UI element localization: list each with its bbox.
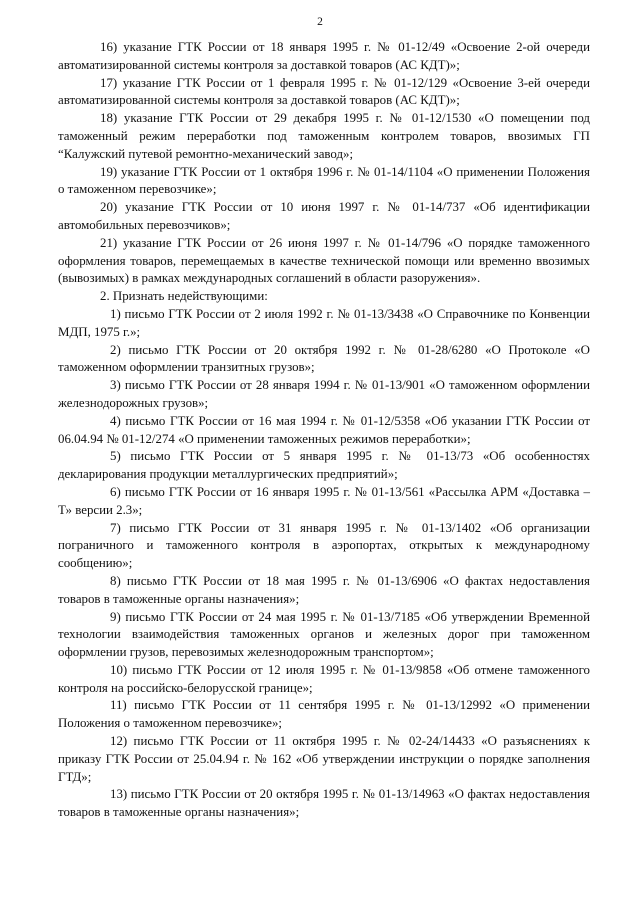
list-item-text: указание ГТК России от 29 декабря 1995 г. № 01-12/1530 «О помещении под таможенный режим переработки под таможенным контролем товаров, ввозимых ГП “Калужский путевой ремонтно-механический завод»; [58,111,590,161]
list-item-number: 1) [110,306,121,321]
invalidated-letters-list [58,306,590,822]
annulled-instructions-list [58,39,590,288]
list-item-text: письмо ГТК России от 5 января 1995 г. № 01-13/73 «Об особенностях декларирования продукции металлургических предприятий»; [58,449,590,482]
list-item-number: 6) [110,484,121,499]
list-item-text: письмо ГТК России от 11 октября 1995 г. № 02-24/14433 «О разъяснениях к приказу ГТК России от 25.04.94 г. № 162 «Об утверждении инструкции о порядке заполнения ГТД»; [58,734,590,784]
list-item-number: 5) [110,449,121,464]
list-item-number: 8) [110,573,121,588]
list-item-number: 17) [100,75,118,90]
list-item-text: письмо ГТК России от 2 июля 1992 г. № 01-13/3438 «О Справочнике по Конвенции МДП, 1975 г.»; [58,306,591,339]
list-item [58,484,590,520]
list-item [58,609,590,662]
list-item-number: 10) [110,662,128,677]
list-item-number: 21) [100,235,118,250]
list-item-text: указание ГТК России от 1 октября 1996 г. № 01-14/1104 «О применении Положения о таможенном перевозчике»; [58,164,590,197]
list-item [58,448,590,484]
page-number: 2 [317,16,323,28]
list-item-text: письмо ГТК России от 20 октября 1992 г. № 01-28/6280 «О Протоколе «О таможенном оформлении транзитных грузов»; [58,342,590,375]
list-item-text: письмо ГТК России от 18 мая 1995 г. № 01-13/6906 «О фактах недоставления товаров в таможенные органы назначения»; [58,573,590,606]
list-item-number: 11) [110,698,127,713]
list-item-text: указание ГТК России от 26 июня 1997 г. № 01-14/796 «О порядке таможенного оформления товаров, перемещаемых в качестве технической помощи или временно ввозимых (вывозимых) в рамках международных соглашений в области разоружения». [58,235,590,286]
list-item-number: 16) [100,40,118,54]
list-item-text: письмо ГТК России от 16 января 1995 г. № 01-13/561 «Рассылка АРМ «Доставка – Т» версии 2.3»; [58,484,590,517]
list-item-text: письмо ГТК России от 28 января 1994 г. № 01-13/901 «О таможенном оформлении железнодорожных грузов»; [58,378,590,410]
list-item [58,164,590,200]
list-item [58,377,590,413]
list-item-number: 20) [100,200,118,215]
list-item-text: письмо ГТК России от 20 октября 1995 г. № 01-13/14963 «О фактах недоставления товаров в таможенные органы назначения»; [58,787,590,820]
list-item-text: письмо ГТК России от 24 мая 1995 г. № 01-13/7185 «Об утверждении Временной технологии взаимодействия таможенных органов и железных дорог при таможенном оформлении грузов, перевозимых железнодорожным транспортом»; [58,609,590,660]
list-item-text: письмо ГТК России от 12 июля 1995 г. № 01-13/9858 «Об отмене таможенного контроля на российско-белорусской границе»; [58,662,590,695]
list-item-text: письмо ГТК России от 11 сентября 1995 г. № 01-13/12992 «О применении Положения о таможенном перевозчике»; [58,698,590,731]
list-item-number: 9) [110,609,121,624]
list-item [58,520,590,573]
list-item [58,662,590,698]
list-item [58,697,590,733]
list-item-text: письмо ГТК России от 16 мая 1994 г. № 01-12/5358 «Об указании ГТК России от 06.04.94 № 01-12/274 «О применении таможенных режимов переработки»; [58,413,590,446]
list-item-text: указание ГТК России от 1 февраля 1995 г. № 01-12/129 «Освоение 3-ей очереди автоматизированной системы контроля за доставкой товаров (АС КДТ)»; [58,75,590,108]
list-item [58,235,590,288]
list-item [58,199,590,235]
list-item-number: 13) [110,787,128,802]
list-item-number: 7) [110,520,121,535]
list-item [58,733,590,786]
list-item-number: 3) [110,378,121,393]
list-item-number: 18) [100,111,118,126]
list-item [58,75,590,111]
list-item [58,342,590,378]
list-item [58,306,590,342]
list-item [58,413,590,449]
list-item-text: письмо ГТК России от 31 января 1995 г. № 01-13/1402 «Об организации пограничного и таможенного контроля в аэропортах, открытых к международному сообщению»; [58,520,590,571]
list-item [58,573,590,609]
list-item-number: 19) [100,164,118,179]
list-item [58,39,590,75]
list-item-text: указание ГТК России от 10 июня 1997 г. № 01-14/737 «Об идентификации автомобильных перевозчиков»; [58,200,590,232]
list-item [58,110,590,163]
section-heading: 2. Признать недействующими: [100,289,268,304]
list-item-text: указание ГТК России от 18 января 1995 г. № 01-12/49 «Освоение 2-ой очереди автоматизированной системы контроля за доставкой товаров (АС КДТ)»; [58,40,590,72]
document-body [58,39,590,822]
list-item [58,786,590,822]
list-item-number: 2) [110,342,121,357]
list-item-number: 4) [110,413,121,428]
list-item-number: 12) [110,734,128,749]
